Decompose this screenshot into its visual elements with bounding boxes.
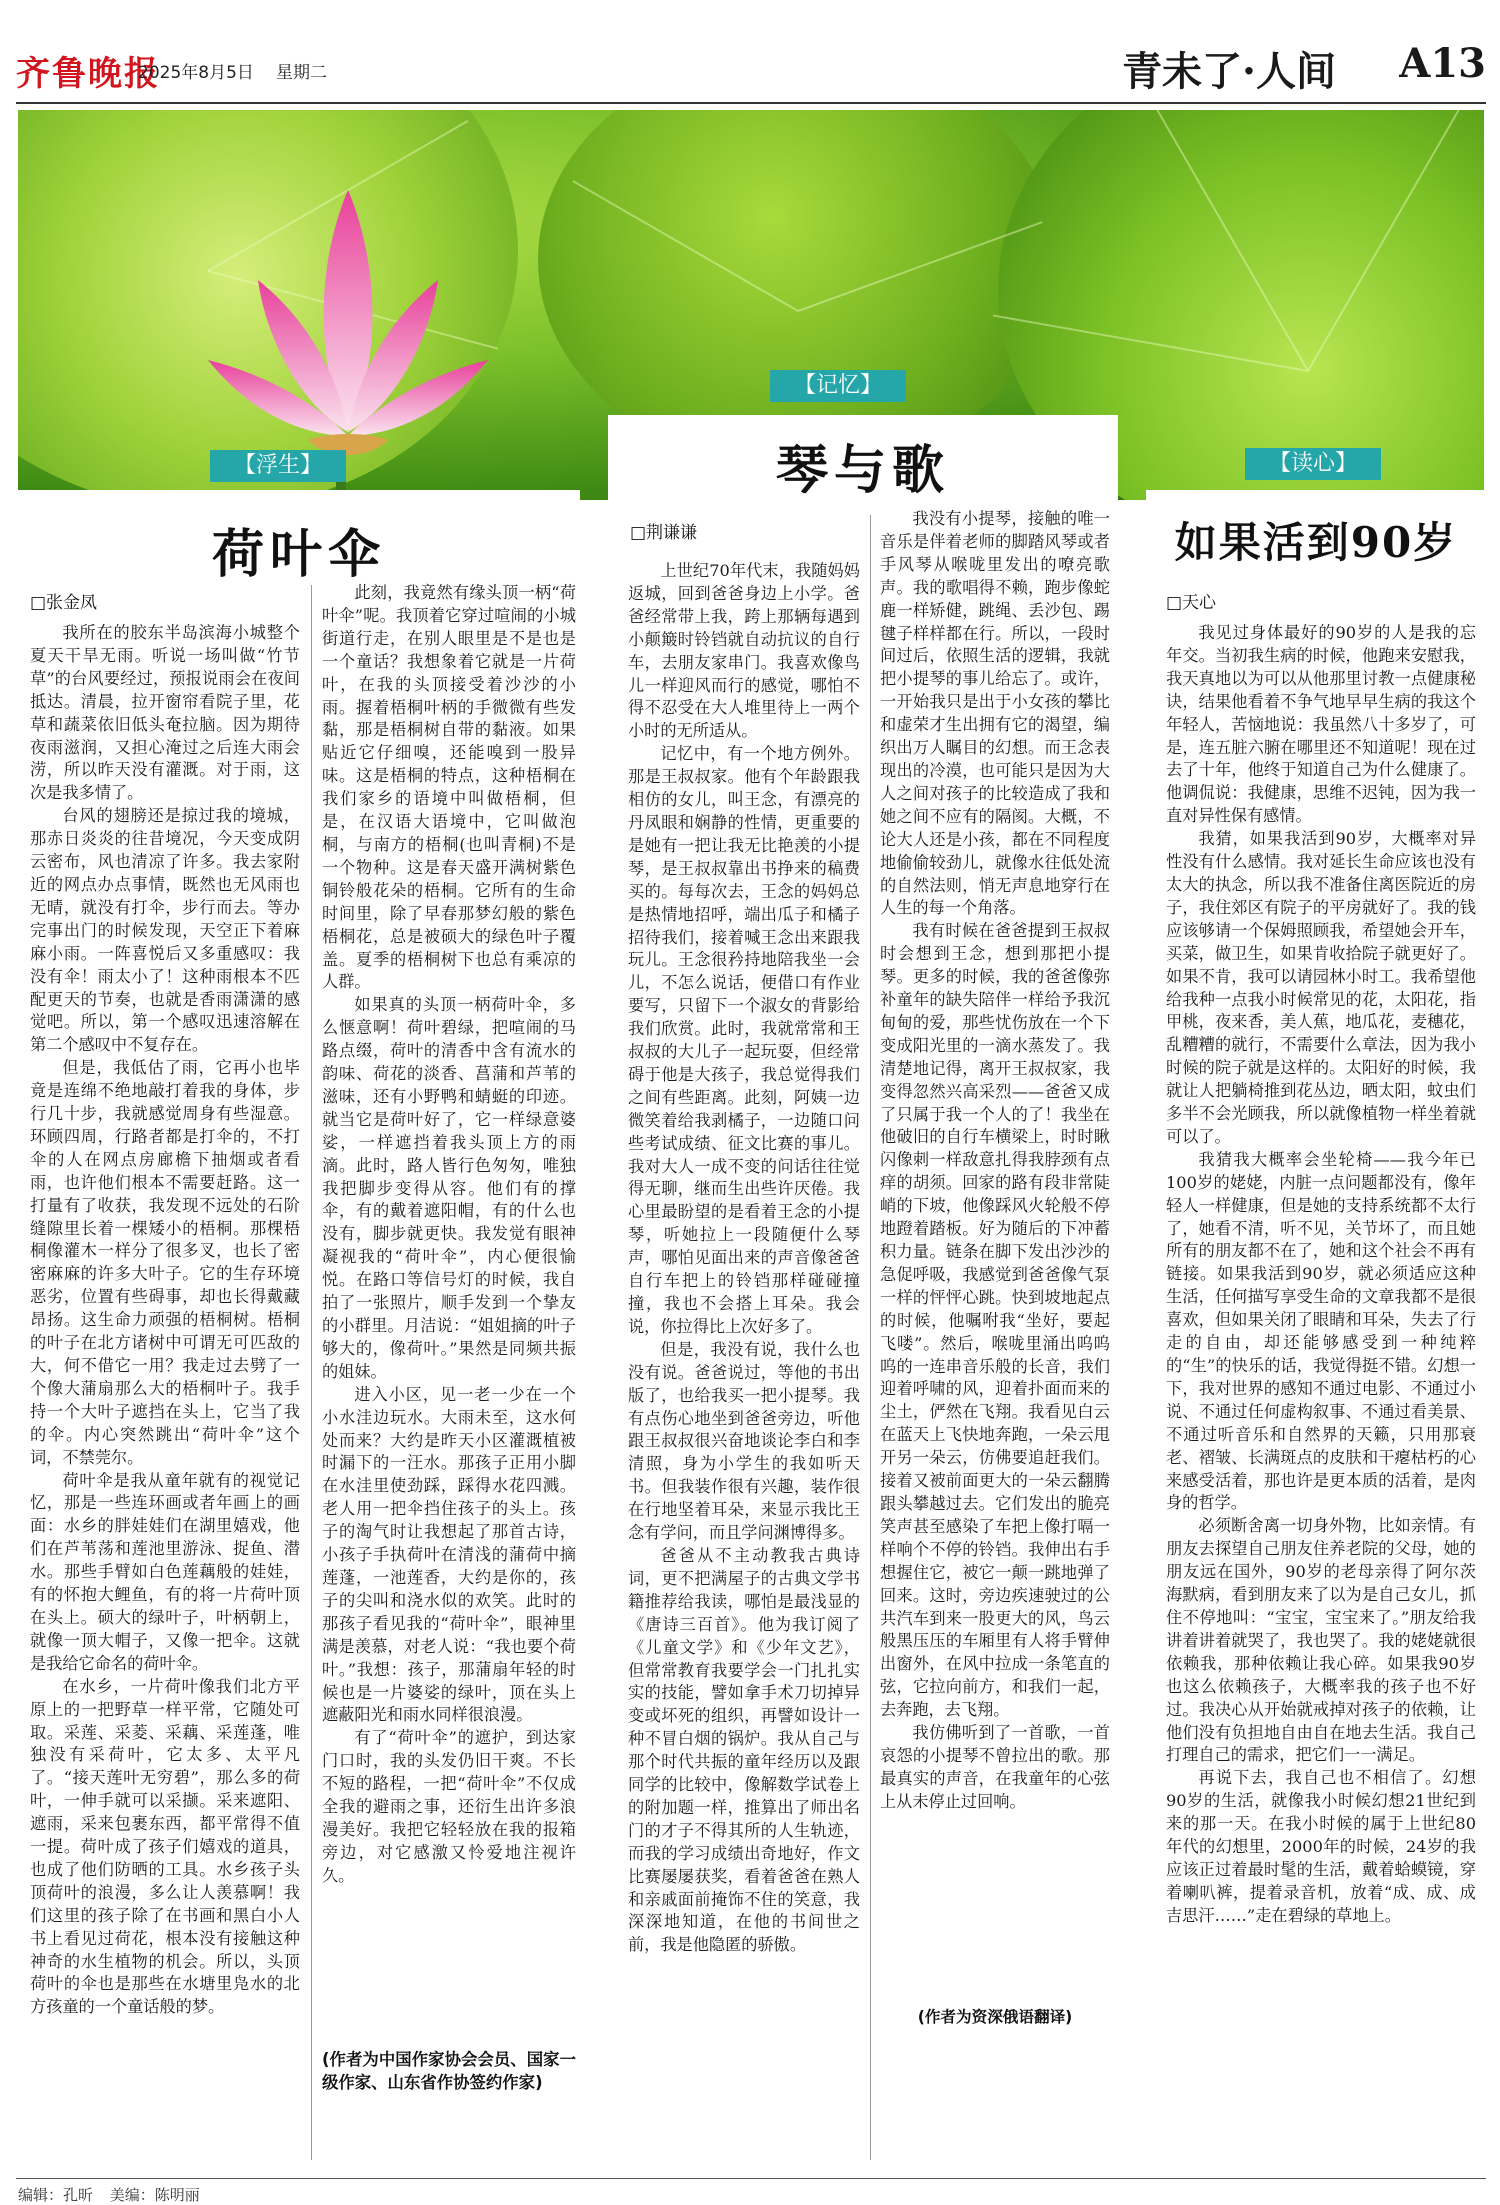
column-tag: 【记忆】	[770, 370, 906, 402]
article-author: □张金凤	[30, 593, 98, 613]
paragraph: 上世纪70年代末，我随妈妈返城，回到爸爸身边上小学。爸爸经常带上我，跨上那辆每遇到小颠簸时铃铛就自动抗议的自行车，去朋友家串门。我喜欢像鸟儿一样迎风而行的感觉，哪怕不得不忍受在大人堆里待上一两个小时的无所适从。	[628, 561, 860, 741]
article-column	[322, 582, 576, 2042]
author-bio: (作者为资深俄语翻译)	[917, 2008, 1073, 2026]
article-author: □天心	[1166, 593, 1217, 613]
paragraph: 此刻，我竟然有缘头顶一柄“荷叶伞”呢。我顶着它穿过喧闹的小城街道行走，在别人眼里是不是也是一个童话？我想象着它就是一片荷叶，在我的头顶接受着沙沙的小雨。握着梧桐叶柄的手微微有些发黏，那是梧桐树自带的黏液。如果贴近它仔细嗅，还能嗅到一股异味。这是梧桐的特点，这种梧桐在我们家乡的语境中叫做梧桐，但是，在汉语大语境中，它叫做泡桐，与南方的梧桐(也叫青桐)不是一个物种。这是春天盛开满树紫色铜铃般花朵的梧桐。它所有的生命时间里，除了早春那梦幻般的紫色梧桐花，总是被硕大的绿色叶子覆盖。夏季的梧桐树下也总有乘凉的人群。	[322, 583, 576, 992]
editor-credit: 编辑：孔昕	[18, 2186, 94, 2204]
paragraph: 荷叶伞是我从童年就有的视觉记忆，那是一些连环画或者年画上的画面：水乡的胖娃娃们在湖里嬉戏，他们在芦苇荡和莲池里游泳、捉鱼、潜水。那些手臂如白色莲藕般的娃娃，有的怀抱大鲤鱼，有的将一片荷叶顶在头上。硕大的绿叶子，叶柄朝上，就像一顶大帽子，又像一把伞。这就是我给它命名的荷叶伞。	[30, 1470, 300, 1673]
header-rule	[16, 102, 1486, 104]
page-number: A13	[1399, 40, 1486, 87]
paragraph: 爸爸从不主动教我古典诗词，更不把满屋子的古典文学书籍推荐给我读，哪怕是最浅显的《唐诗三百首》。他为我订阅了《儿童文学》和《少年文艺》，但常常教育我要学会一门扎扎实实的技能，譬如拿手术刀切掉异变或坏死的组织，再譬如设计一种不冒白烟的锅炉。我从自己与那个时代共振的童年经历以及跟同学的比较中，像解数学试卷上的附加题一样，推算出了师出名门的才子不得其所的人生轨迹，而我的学习成绩出奇地好，作文比赛屡屡获奖，看着爸爸在熟人和亲戚面前掩饰不住的笑意，我深深地知道，在他的书间世之前，我是他隐匿的骄傲。	[628, 1545, 860, 1955]
paragraph: 在水乡，一片荷叶像我们北方平原上的一把野草一样平常，它随处可取。采莲、采菱、采藕、采莲蓬，唯独没有采荷叶，它太多、太平凡了。“接天莲叶无穷碧”，那么多的荷叶，一伸手就可以采撷。采来遮阳、遮雨，采来包裹东西，都平常得不值一提。荷叶成了孩子们嬉戏的道具，也成了他们防晒的工具。水乡孩子头顶荷叶的浪漫，多么让人羡慕啊！我们这里的孩子除了在书画和黑白小人书上看见过荷花，根本没有接触这种神奇的水生植物的机会。所以，头顶荷叶的伞也是那些在水塘里凫水的北方孩童的一个童话般的梦。	[30, 1676, 300, 2017]
issue-date: 2025年8月5日	[138, 63, 254, 83]
column-tag: 【读心】	[1245, 448, 1381, 480]
article-column	[1166, 622, 1476, 2157]
article-title: 荷叶伞	[211, 524, 386, 585]
article-column	[30, 622, 300, 2157]
paragraph: 进入小区，见一老一少在一个小水洼边玩水。大雨未至，这水何处而来？大约是昨天小区灌溉植被时漏下的一汪水。那孩子正用小脚在水洼里使劲踩，踩得水花四溅。老人用一把伞挡住孩子的头上。孩子的淘气时让我想起了那首古诗，小孩子手执荷叶在清浅的蒲荷中摘莲蓬，一池莲香，大约是你的，孩子的尖叫和浇水似的欢笑。此时的那孩子看见我的“荷叶伞”，眼神里满是羡慕，对老人说：“我也要个荷叶。”我想：孩子，那蒲扇年轻的时候也是一片婆娑的绿叶，顶在头上遮蔽阳光和雨水同样很浪漫。	[322, 1384, 576, 1725]
paragraph: 我所在的胶东半岛滨海小城整个夏天干旱无雨。听说一场叫做“竹节草”的台风要经过，预报说雨会在夜间抵达。清晨，拉开窗帘看院子里，花草和蔬菜依旧低头奄拉脑。因为期待夜雨滋润，又担心淹过之后连大雨会涝，所以昨天没有灌溉。对于雨，这次是我多情了。	[30, 623, 300, 803]
paragraph: 但是，我低估了雨，它再小也毕竟是连绵不绝地敲打着我的身体，步行几十步，我就感觉周身有些湿意。环顾四周，行路者都是打伞的，不打伞的人在网点房廊檐下抽烟或者看雨，也许他们根本不需要赶路。这一打量有了收获，我发现不远处的石阶缝隙里长着一棵矮小的梧桐。那棵梧桐像灌木一样分了很多叉，也长了密密麻麻的许多大叶子。它的生存环境恶劣，位置有些碍事，却也长得戴藏昂扬。这生命力顽强的梧桐树。梧桐的叶子在北方诸树中可谓无可匹敌的大，何不借它一用？我走过去劈了一个像大蒲扇那么大的梧桐叶子。我手持一个大叶子遮挡在头上，它当了我的伞。内心突然跳出“荷叶伞”这个词，不禁莞尔。	[30, 1058, 300, 1467]
article-column	[880, 508, 1110, 1998]
lotus-flower	[198, 170, 498, 490]
footer-rule	[16, 2178, 1486, 2179]
issue-weekday: 星期二	[276, 63, 327, 83]
column-divider	[870, 515, 871, 2160]
paragraph: 我猜，如果我活到90岁，大概率对异性没有什么感情。我对延长生命应该也没有太大的执念，所以我不准备住离医院近的房子，我住郊区有院子的平房就好了。我的钱应该够请一个保姆照顾我，希望她会开车，买菜，做卫生，如果肯收拾院子就更好了。如果不肯，我可以请园林小时工。我希望他给我种一点我小时候常见的花，太阳花，指甲桃，夜来香，美人蕉，地瓜花，麦穗花，乱糟糟的就行，不需要什么章法，因为我小时候的院子就是这样的。太阳好的时候，我就让人把躺椅推到花丛边，晒太阳，蚊虫们多半不会光顾我，所以就像植物一样坐着就可以了。	[1166, 829, 1476, 1146]
article-author: □荆谦谦	[630, 523, 698, 543]
paragraph: 我有时候在爸爸提到王叔叔时会想到王念，想到那把小提琴。更多的时候，我的爸爸像弥补童年的缺失陪伴一样给予我沉甸甸的爱，那些忧伤放在一个下变成阳光里的一滴水蒸发了。我清楚地记得，离开王叔叔家，我变得忽然兴高采烈——爸爸又成了只属于我一个人的了！我坐在他破旧的自行车横梁上，时时瞅闪像刺一样敌意扎得我脖颈有点痒的胡须。回家的路有段非常陡峭的下坡，他像踩风火轮般不停地蹬着踏板。好为随后的下冲蓄积力量。链条在脚下发出沙沙的急促呼吸，我感觉到爸爸像气泵一样的怦怦心跳。快到坡地起点的时候，他嘱咐我“坐好，要起飞喽”。然后，喉咙里涌出呜呜呜的一连串音乐般的长音，我们迎着呼啸的风，迎着扑面而来的尘土，俨然在飞翔。我看见白云在蓝天上飞快地奔跑，一朵云甩开另一朵云，仿佛要追赶我们。接着又被前面更大的一朵云翻腾跟头攀越过去。它们发出的脆亮笑声甚至感染了车把上像打嗝一样响个不停的铃铛。我伸出右手想握住它，被它一颠一跳地弹了回来。这时，旁边疾速驶过的公共汽车到来一股更大的风，鸟云般黑压压的车厢里有人将手臂伸出窗外，在风中拉成一条笔直的弦，它拉向前方，和我们一起，去奔跑，去飞翔。	[880, 921, 1110, 1720]
paragraph: 如果真的头顶一柄荷叶伞，多么惬意啊！荷叶碧绿，把喧闹的马路点缀，荷叶的清香中含有流水的韵味、荷花的淡香、菖蒲和芦苇的滋味，还有小野鸭和蜻蜓的印迹。就当它是荷叶好了，它一样绿意婆娑，一样遮挡着我头顶上方的雨滴。此时，路人皆行色匆匆，唯独我把脚步变得从容。他们有的撑伞，有的戴着遮阳帽，有的什么也没有，脚步就更快。我发觉有眼神凝视我的“荷叶伞”，内心便很愉悦。在路口等信号灯的时候，我自拍了一张照片，顺手发到一个挚友的小群里。月洁说：“姐姐摘的叶子够大的，像荷叶。”果然是同频共振的姐妹。	[322, 995, 576, 1381]
author-bio: (作者为中国作家协会会员、国家一级作家、山东省作协签约作家)	[322, 2050, 576, 2092]
article-title: 如果活到90岁	[1174, 518, 1458, 567]
article-title: 琴与歌	[775, 440, 950, 501]
paragraph: 但是，我没有说，我什么也没有说。爸爸说过，等他的书出版了，也给我买一把小提琴。我有点伤心地坐到爸爸旁边，听他跟王叔叔很兴奋地谈论李白和李清照，身为小学生的我如听天书。但我装作很有兴趣，装作很在行地坚着耳朵，来显示我比王念有学问，而且学问渊博得多。	[628, 1339, 860, 1543]
paragraph: 再说下去，我自己也不相信了。幻想90岁的生活，就像我小时候幻想21世纪到来的那一天。在我小时候的属于上世纪80年代的幻想里，2000年的时候，24岁的我应该正过着最时髦的生活，戴着蛤蟆镜，穿着喇叭裤，提着录音机，放着“成、成、成吉思汗……”走在碧绿的草地上。	[1166, 1768, 1476, 1925]
paragraph: 我见过身体最好的90岁的人是我的忘年交。当初我生病的时候，他跑来安慰我，我天真地以为可以从他那里讨教一点健康秘诀，结果他看着不争气地早早生病的我这个年轻人，苦恼地说：我虽然八十多岁了，可是，连五脏六腑在哪里还不知道呢！现在过去了十年，他终于知道自己为什么健康了。他调侃说：我健康，思维不迟钝，因为我一直对异性保有感情。	[1166, 623, 1476, 826]
paragraph: 台风的翅膀还是掠过我的境城，那赤日炎炎的往昔境况，今天变成阴云密布，风也清凉了许多。我去家附近的网点办点事情，既然也无风雨也无晴，就没有打伞，步行而去。等办完事出门的时候发现，天空正下着麻麻小雨。一阵喜悦后又多重感叹：我没有伞！雨太小了！这种雨根本不匹配更天的节奏，也就是香雨潇潇的感觉吧。所以，第一个感叹迅速溶解在第二个感叹中不复存在。	[30, 806, 300, 1055]
article-column	[628, 560, 860, 2157]
section-title: 青未了·人间	[1122, 48, 1336, 95]
masthead	[16, 40, 1486, 100]
paragraph: 必须断舍离一切身外物，比如亲情。有朋友去探望自己朋友住养老院的父母，她的朋友远在国外，90岁的老母亲得了阿尔茨海默病，看到朋友来了以为是自己女儿，抓住不停地叫：“宝宝，宝宝来了。”朋友给我讲着讲着就哭了，我也哭了。我的姥姥就很依赖我，那种依赖让我心碎。如果我90岁也这么依赖孩子，大概率我的孩子也不好过。我决心从开始就戒掉对孩子的依赖，让他们没有负担地自由自在地去生活。我自己打理自己的需求，把它们一一满足。	[1166, 1516, 1476, 1765]
newspaper-logo: 齐鲁晚报	[16, 54, 160, 94]
footer-credits	[18, 2184, 212, 2205]
paragraph: 我没有小提琴，接触的唯一音乐是伴着老师的脚踏风琴或者手风琴从喉咙里发出的嘹亮歌声。我的歌唱得不赖，跑步像蛇鹿一样矫健，跳绳、丢沙包、踢毽子样样都在行。所以，一段时间过后，依照生活的逻辑，我就把小提琴的事儿给忘了。或许，一开始我只是出于小女孩的攀比和虚荣才生出拥有它的渴望，编织出万人瞩目的幻想。而王念表现出的冷漠，也可能只是因为大人之间对孩子的比较造成了我和她之间不应有的隔阂。大概，不论大人还是小孩，都在不同程度地偷偷较劲儿，就像水往低处流的自然法则，悄无声息地穿行在人生的每一个角落。	[880, 509, 1110, 918]
paragraph: 我猜我大概率会坐轮椅——我今年已100岁的姥姥，内脏一点问题都没有，像年轻人一样健康，但是她的支持系统都不太行了，她看不清，听不见，关节坏了，而且她所有的朋友都不在了，她和这个社会不再有链接。如果我活到90岁，就必须适应这种生活，任何描写享受生命的文章我都不是很喜欢，但如果关闭了眼睛和耳朵，失去了行走的自由，却还能够感受到一种纯粹的“生”的快乐的话，我觉得挺不错。幻想一下，我对世界的感知不通过电影、不通过小说、不通过任何虚构叙事、不通过看美景、不通过听音乐和自然界的天籁，只用那衰老、褶皱、长满斑点的皮肤和干瘪枯朽的心来感受活着，那也许是更本质的活着，是肉身的哲学。	[1166, 1149, 1476, 1513]
paragraph: 记忆中，有一个地方例外。那是王叔叔家。他有个年龄跟我相仿的女儿，叫王念，有漂亮的丹凤眼和娴静的性情，更重要的是她有一把让我无比艳羡的小提琴，是王叔叔靠出书挣来的稿费买的。每每次去，王念的妈妈总是热情地招呼，端出瓜子和橘子招待我们，接着喊王念出来跟我玩儿。王念很矜持地陪我坐一会儿，不怎么说话，便借口有作业要写，只留下一个淑女的背影给我们欣赏。此时，我就常常和王叔叔的大儿子一起玩耍，但经常碍于他是大孩子，我总觉得我们之间有些距离。此刻，阿姨一边微笑着给我剥橘子，一边随口问些考试成绩、征文比赛的事儿。我对大人一成不变的问话往往觉得无聊，继而生出些许厌倦。我心里最盼望的是看着王念的小提琴，听她拉上一段随便什么琴声，哪怕见面出来的声音像爸爸自行车把上的铃铛那样碰碰撞撞，我也不会搭上耳朵。我会说，你拉得比上次好多了。	[628, 744, 860, 1336]
paragraph: 有了“荷叶伞”的遮护，到达家门口时，我的头发仍旧干爽。不长不短的路程，一把“荷叶伞”不仅成全我的避雨之事，还衍生出许多浪漫美好。我把它轻轻放在我的报箱旁边，对它感激又怜爱地注视许久。	[322, 1728, 576, 1885]
paragraph: 我仿佛听到了一首歌，一首哀怨的小提琴不曾拉出的歌。那最真实的声音，在我童年的心弦上从未停止过回响。	[880, 1723, 1110, 1811]
designer-credit: 美编：陈明丽	[109, 2186, 200, 2204]
column-tag: 【浮生】	[210, 450, 346, 482]
column-divider	[311, 585, 312, 2160]
